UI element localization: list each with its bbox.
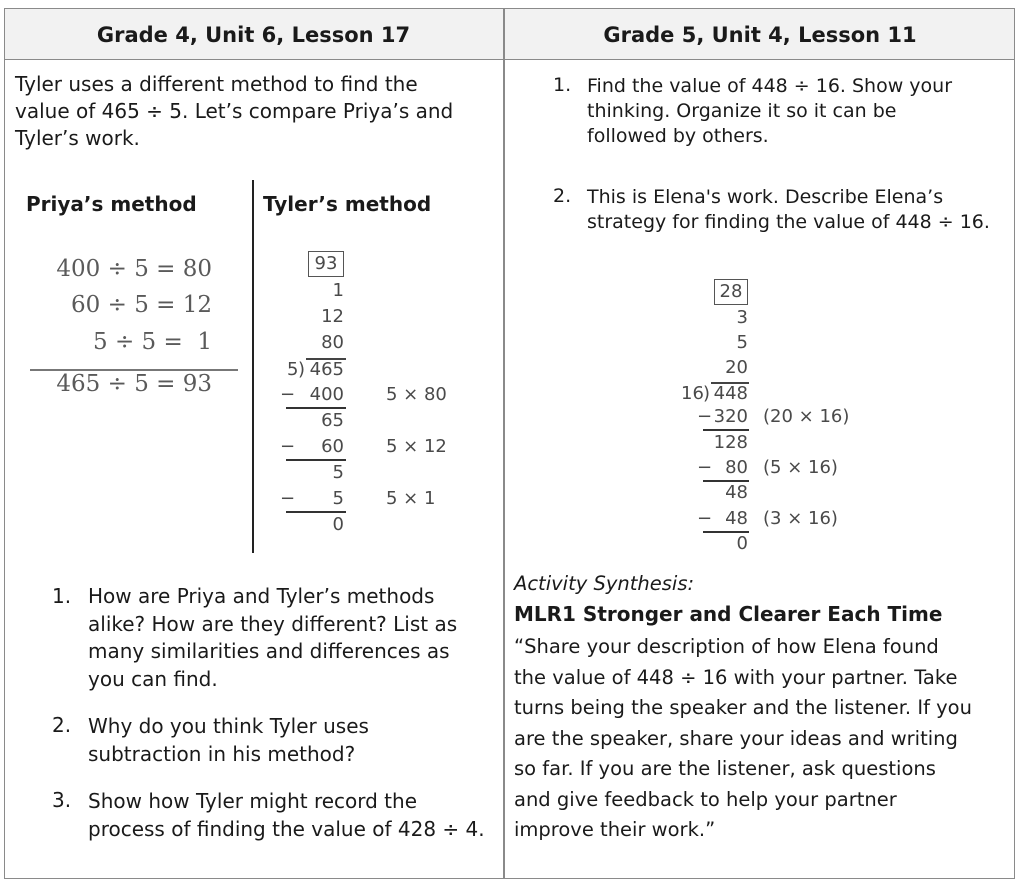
right-q2 <box>587 185 990 235</box>
elena-partial-1: 3 <box>736 307 748 328</box>
question-line: This is Elena's work. Describe Elena’s <box>587 186 944 208</box>
elena-quotient: 28 <box>719 281 743 302</box>
right-q1 <box>587 74 952 149</box>
tyler-note-1: 5 × 80 <box>386 384 447 405</box>
left-q3-num: 3. <box>52 788 72 812</box>
minus-sign: − <box>697 457 713 478</box>
tyler-partial-3: 80 <box>321 332 344 353</box>
left-q1-num: 1. <box>52 584 72 608</box>
tyler-method-title: Tyler’s method <box>263 192 432 216</box>
tyler-note-3: 5 × 1 <box>386 488 436 509</box>
left-q3 <box>88 787 485 843</box>
left-column-header: Grade 4, Unit 6, Lesson 17 <box>96 23 411 47</box>
elena-divisor: 16 <box>681 383 704 404</box>
priya-line-1: 400 ÷ 5 = 80 <box>56 256 212 282</box>
question-line: Why do you think Tyler uses <box>88 714 369 738</box>
elena-sub-2: 80 <box>725 457 748 478</box>
question-line: How are Priya and Tyler’s methods <box>88 584 435 608</box>
question-line: strategy for finding the value of 448 ÷ 16. <box>587 211 990 233</box>
tyler-rule-3 <box>286 511 346 513</box>
elena-note-1: (20 × 16) <box>763 406 850 427</box>
elena-rem-3: 0 <box>736 533 748 554</box>
tyler-rule-2 <box>286 459 346 461</box>
left-q2-num: 2. <box>52 713 72 737</box>
tyler-bracket: ) <box>298 359 306 380</box>
question-line: thinking. Organize it so it can be <box>587 100 897 122</box>
activity-synthesis-label: Activity Synthesis: <box>514 572 695 595</box>
synthesis-line: and give feedback to help your partner <box>514 787 897 811</box>
elena-rule-1 <box>703 429 749 431</box>
column-divider <box>503 8 505 879</box>
intro-line: Tyler uses a different method to find the <box>15 72 418 96</box>
minus-sign: − <box>280 436 296 457</box>
minus-sign: − <box>280 384 296 405</box>
intro-line: value of 465 ÷ 5. Let’s compare Priya’s and <box>15 99 454 123</box>
question-line: alike? How are they different? List as <box>88 611 458 636</box>
left-q2 <box>88 712 369 768</box>
tyler-divisor: 5 <box>287 359 299 380</box>
intro-line: Tyler’s work. <box>15 126 140 150</box>
tyler-partial-2: 12 <box>321 306 344 327</box>
priya-total: 465 ÷ 5 = 93 <box>56 371 212 397</box>
elena-partial-2: 5 <box>736 332 748 353</box>
tyler-sub-1: 400 <box>309 384 344 405</box>
question-line: Show how Tyler might record the <box>88 789 418 813</box>
question-line: Find the value of 448 ÷ 16. Show your <box>587 75 953 97</box>
question-line: followed by others. <box>587 125 769 147</box>
synthesis-line: the value of 448 ÷ 16 with your partner. Take <box>514 665 958 689</box>
synthesis-line: so far. If you are the listener, ask questions <box>514 757 936 780</box>
elena-rem-1: 128 <box>713 432 748 453</box>
priya-method-title: Priya’s method <box>26 192 197 216</box>
elena-rem-2: 48 <box>725 482 748 503</box>
elena-dividend: 448 <box>713 383 748 404</box>
minus-sign: − <box>697 508 713 529</box>
question-line: process of finding the value of 428 ÷ 4. <box>88 817 485 841</box>
synthesis-line: are the speaker, share your ideas and writing <box>514 726 958 750</box>
elena-note-2: (5 × 16) <box>763 457 838 478</box>
synthesis-line: turns being the speaker and the listener. If you <box>514 696 972 719</box>
tyler-note-2: 5 × 12 <box>386 436 447 457</box>
tyler-rem-2: 5 <box>332 462 344 483</box>
elena-partial-3: 20 <box>725 357 748 378</box>
tyler-sub-3: 5 <box>332 488 344 509</box>
synthesis-line: improve their work.” <box>514 818 716 841</box>
right-column-header: Grade 5, Unit 4, Lesson 11 <box>603 23 917 47</box>
question-line: you can find. <box>88 666 218 691</box>
left-q1 <box>88 583 457 693</box>
synthesis-line: “Share your description of how Elena found <box>514 635 939 658</box>
left-intro <box>15 71 453 152</box>
tyler-quotient: 93 <box>314 253 338 274</box>
question-line: many similarities and differences as <box>88 639 450 663</box>
tyler-sub-2: 60 <box>321 436 344 457</box>
synthesis-title: MLR1 Stronger and Clearer Each Time <box>514 602 943 626</box>
tyler-dividend: 465 <box>309 359 344 380</box>
priya-line-2: 60 ÷ 5 = 12 <box>71 292 212 318</box>
method-divider <box>252 180 254 553</box>
elena-note-3: (3 × 16) <box>763 508 838 529</box>
tyler-rule-1 <box>286 407 346 409</box>
synthesis-text <box>514 632 972 846</box>
elena-sub-3: 48 <box>725 508 748 529</box>
right-q2-num: 2. <box>553 185 572 207</box>
tyler-partial-1: 1 <box>332 280 344 301</box>
tyler-rem-1: 65 <box>321 410 344 431</box>
elena-sub-1: 320 <box>713 406 748 427</box>
elena-bracket: ) <box>703 383 711 404</box>
minus-sign: − <box>280 488 296 509</box>
right-q1-num: 1. <box>553 74 572 96</box>
tyler-rem-3: 0 <box>332 514 344 535</box>
minus-sign: − <box>697 406 713 427</box>
priya-line-3: 5 ÷ 5 = 1 <box>93 329 212 355</box>
question-line: subtraction in his method? <box>88 742 356 766</box>
